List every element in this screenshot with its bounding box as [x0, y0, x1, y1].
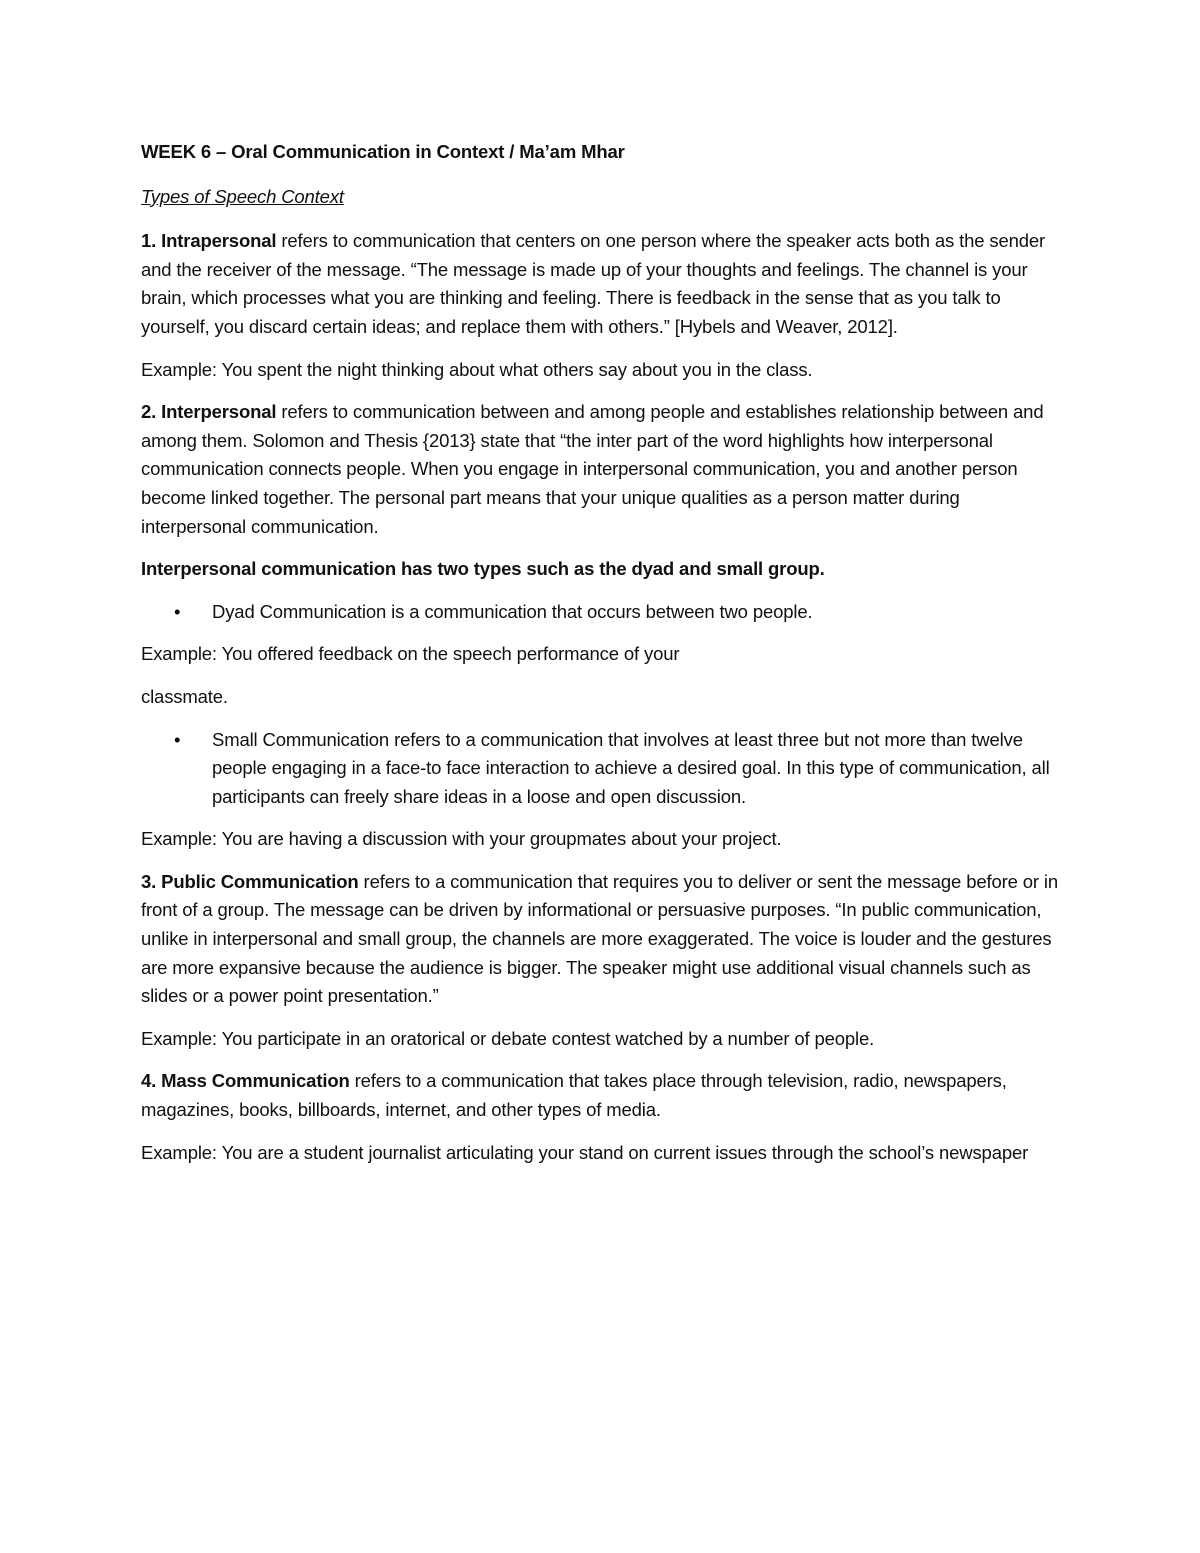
public-text: refers to a communication that requires you to deliver or sent the message before or in front of a group. The message can be driven by informational or persuasive purposes. “In public communication, unlike in interpersonal and small group, the channels are more exaggerated. The voice is louder and the gestures are more expansive because the audience is bigger. The speaker might use additional visual channels such as slides or a power point presentation.” [141, 870, 1058, 1007]
public-number: 3. [141, 870, 162, 892]
intrapersonal-paragraph [141, 227, 1061, 341]
mass-number: 4. [141, 1070, 162, 1092]
section-subtitle: Types of Speech Context [141, 185, 344, 207]
list-item [141, 598, 1061, 627]
mass-text: refers to a communication that takes place through television, radio, newspapers, magazines, books, billboards, internet, and other types of media. [141, 1070, 1007, 1121]
list-item [141, 726, 1061, 812]
document-page [141, 138, 1061, 1181]
mass-paragraph [141, 1067, 1061, 1124]
interpersonal-text: refers to communication between and among people and establishes relationship between and among them. Solomon and Thesis {2013} state that “the inter part of the word highlights how interpersonal communication connects people. When you engage in interpersonal communication, you and another person become linked together. The personal part means that your unique qualities as a person matter during interpersonal communication. [141, 401, 1044, 537]
document-title: WEEK 6 – Oral Communication in Context / Ma’am Mhar [141, 141, 625, 162]
bullet-icon: • [174, 728, 181, 750]
dyad-bullet-text: Dyad Communication is a communication that occurs between two people. [212, 600, 813, 622]
intrapersonal-example: Example: You spent the night thinking about what others say about you in the class. [141, 358, 813, 380]
intrapersonal-number: 1. [141, 230, 162, 252]
interpersonal-types-heading: Interpersonal communication has two types such as the dyad and small group. [141, 558, 825, 580]
public-example: Example: You participate in an oratorical or debate contest watched by a number of people. [141, 1027, 875, 1049]
small-bullet-text: Small Communication refers to a communication that involves at least three but not more than twelve people engaging in a face-to face interaction to achieve a desired goal. In this type of communication, all participants can freely share ideas in a loose and open discussion. [212, 728, 1050, 807]
public-label: Public Communication [161, 870, 359, 892]
mass-example: Example: You are a student journalist articulating your stand on current issues through the school’s newspaper [141, 1141, 1029, 1163]
bullet-icon: • [174, 600, 181, 622]
interpersonal-paragraph [141, 398, 1061, 541]
mass-label: Mass Communication [161, 1070, 350, 1092]
interpersonal-label: Interpersonal [161, 401, 277, 423]
interpersonal-number: 2. [141, 401, 162, 423]
intrapersonal-text: refers to communication that centers on one person where the speaker acts both as the sender and the receiver of the message. “The message is made up of your thoughts and feelings. The channel is your brain, which processes what you are thinking and feeling. There is feedback in the sense that as you talk to yourself, you discard certain ideas; and replace them with others.” [Hybels and Weaver, 2012]. [141, 230, 1046, 337]
intrapersonal-label: Intrapersonal [161, 230, 277, 252]
public-paragraph [141, 868, 1061, 1011]
dyad-example-line-1: Example: You offered feedback on the speech performance of your [141, 643, 680, 665]
small-example: Example: You are having a discussion with your groupmates about your project. [141, 828, 782, 850]
dyad-example-line-2: classmate. [141, 685, 228, 707]
